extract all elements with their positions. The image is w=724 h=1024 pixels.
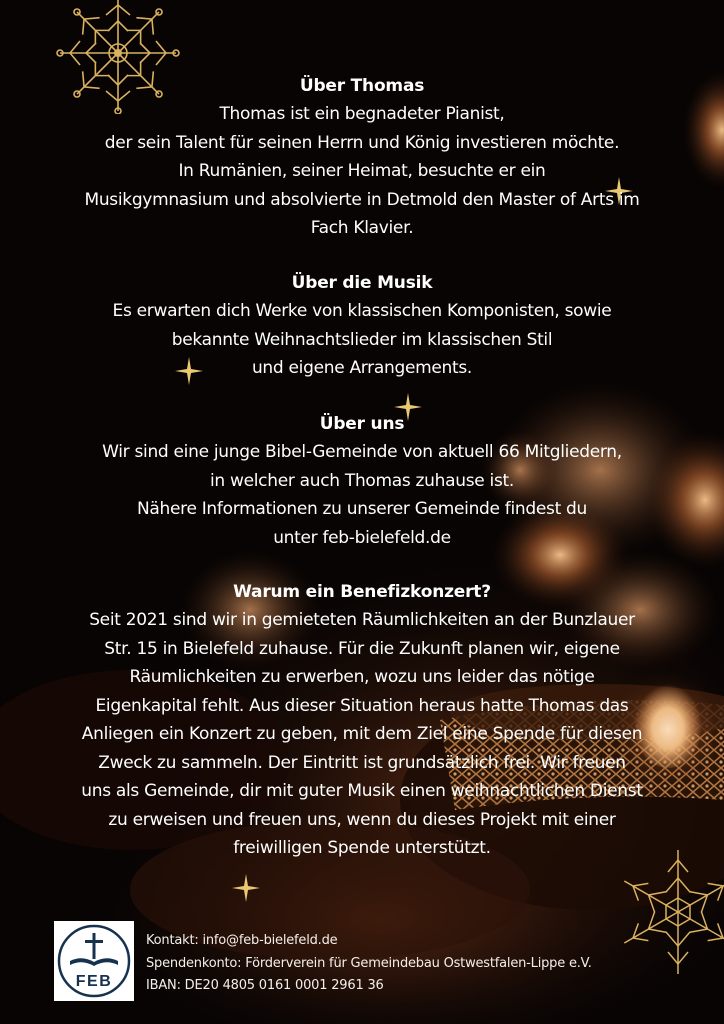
section-line: Str. 15 in Bielefeld zuhause. Für die Zukunft planen wir, eigene (104, 638, 620, 659)
section-line: und eigene Arrangements. (251, 358, 473, 379)
section-line: Thomas ist ein begnadeter Pianist, (219, 104, 505, 124)
section-about-us (0, 410, 724, 552)
snowflake-icon (608, 842, 724, 982)
contact-line: Kontakt: info@feb-bielefeld.de (146, 933, 338, 948)
section-heading: Über uns (319, 414, 405, 434)
iban-line: IBAN: DE20 4805 0161 0001 2961 36 (146, 978, 384, 993)
section-line: Wir sind eine junge Bibel-Gemeinde von aktuell 66 Mitgliedern, (102, 442, 622, 462)
section-line: Fach Klavier. (310, 218, 414, 239)
section-line: Räumlichkeiten zu erwerben, wozu uns leider das nötige (129, 667, 595, 687)
section-heading: Über die Musik (291, 273, 433, 293)
section-line: unter feb-bielefeld.de (273, 527, 451, 548)
church-logo (54, 921, 134, 1001)
section-line: der sein Talent für seinen Herrn und König investieren möchte. (104, 132, 620, 153)
section-line: zu erweisen und freuen uns, wenn du dieses Projekt mit einer (108, 809, 616, 830)
section-line: Zweck zu sammeln. Der Eintritt ist grundsätzlich frei. Wir freuen (98, 752, 626, 773)
donation-account-line: Spendenkonto: Förderverein für Gemeindebau Ostwestfalen-Lippe e.V. (146, 955, 592, 971)
section-line: Nähere Informationen zu unserer Gemeinde findest du (136, 499, 588, 520)
section-line: In Rumänien, seiner Heimat, besuchte er ein (178, 161, 546, 182)
section-line: Seit 2021 sind wir in gemieteten Räumlichkeiten an der Bunzlauer (89, 610, 635, 630)
section-about-music (0, 269, 724, 383)
section-line: Es erwarten dich Werke von klassischen Komponisten, sowie (112, 301, 612, 321)
section-line: bekannte Weihnachtslieder im klassischen Stil (171, 329, 553, 350)
section-about-thomas (0, 72, 724, 243)
logo-text: FEB (75, 973, 113, 990)
section-line: Musikgymnasium und absolvierte in Detmold den Master of Arts im (84, 189, 640, 210)
section-heading: Über Thomas (299, 76, 425, 96)
section-line: in welcher auch Thomas zuhause ist. (209, 470, 514, 491)
section-heading: Warum ein Benefizkonzert? (233, 582, 491, 602)
sparkle-star-icon (231, 873, 261, 903)
section-line: Anliegen ein Konzert zu geben, mit dem Ziel eine Spende für diesen (81, 724, 643, 744)
section-line: Eigenkapital fehlt. Aus dieser Situation heraus hatte Thomas das (95, 695, 629, 716)
section-why-benefit-concert (0, 578, 724, 863)
footer-info (146, 930, 592, 998)
section-line: freiwilligen Spende unterstützt. (233, 838, 491, 858)
section-line: uns als Gemeinde, dir mit guter Musik einen weihnachtlichen Dienst (81, 781, 643, 801)
